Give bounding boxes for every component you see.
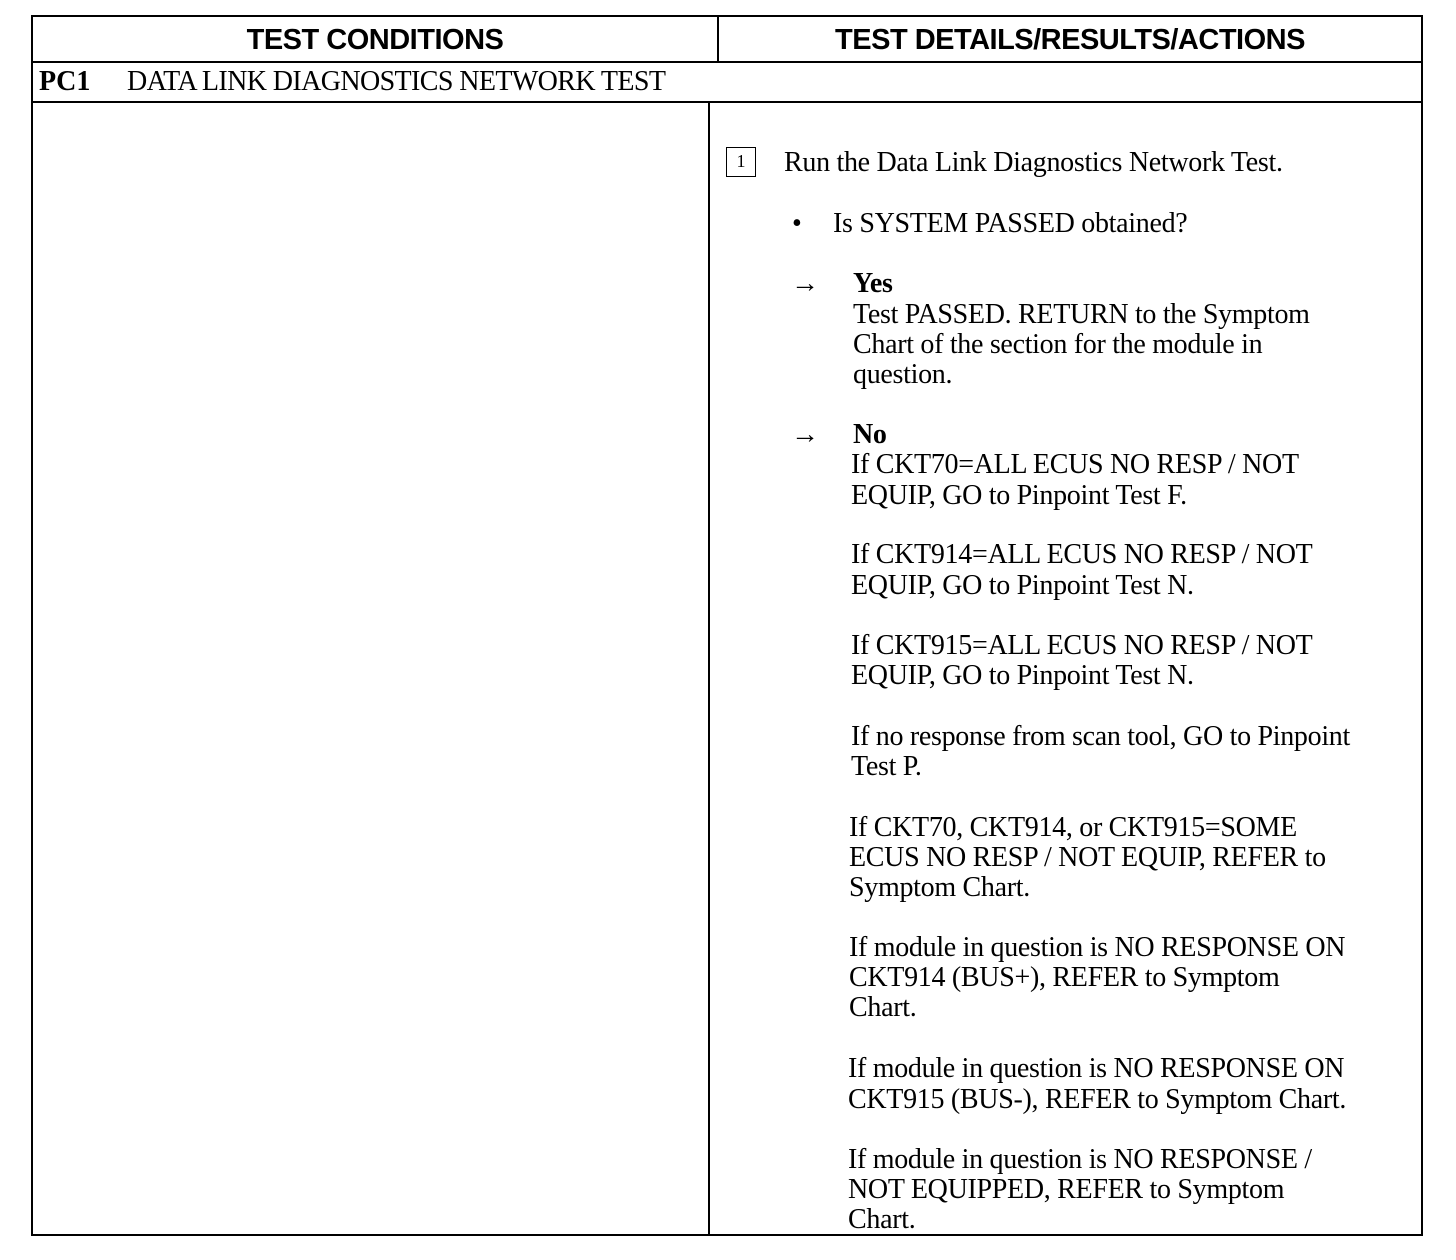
no-action-line: EQUIP, GO to Pinpoint Test N. [851, 660, 1194, 691]
no-action-line: EQUIP, GO to Pinpoint Test N. [851, 570, 1194, 601]
yes-label: Yes [853, 268, 893, 299]
no-action-line: CKT915 (BUS-), REFER to Symptom Chart. [848, 1084, 1347, 1115]
header-test-conditions: TEST CONDITIONS [246, 24, 504, 56]
column-divider [708, 103, 710, 1234]
no-action-line: If CKT914=ALL ECUS NO RESP / NOT [851, 539, 1313, 570]
no-action-line: Chart. [849, 992, 917, 1023]
no-action-line: EQUIP, GO to Pinpoint Test F. [851, 480, 1187, 511]
no-action-line: If CKT70, CKT914, or CKT915=SOME [849, 812, 1297, 843]
no-action-line: Test P. [851, 751, 922, 782]
no-action-line: If no response from scan tool, GO to Pinpoint [851, 721, 1350, 752]
no-label: No [853, 419, 887, 450]
step-instruction: Run the Data Link Diagnostics Network Test. [784, 147, 1283, 178]
yes-text-line: question. [853, 359, 953, 390]
table-header-row [33, 17, 1421, 63]
bullet-icon: • [792, 208, 802, 239]
step-number-box: 1 [726, 147, 756, 177]
no-action-line: If CKT70=ALL ECUS NO RESP / NOT [851, 449, 1299, 480]
yes-text-line: Test PASSED. RETURN to the Symptom [853, 299, 1310, 330]
no-action-line: NOT EQUIPPED, REFER to Symptom [848, 1174, 1285, 1205]
diagnostic-table [31, 15, 1423, 1236]
no-arrow-icon: → [791, 419, 819, 450]
no-action-line: If CKT915=ALL ECUS NO RESP / NOT [851, 630, 1313, 661]
step-question: Is SYSTEM PASSED obtained? [833, 208, 1188, 239]
no-action-line: If module in question is NO RESPONSE ON [848, 1053, 1345, 1084]
no-action-line: Symptom Chart. [849, 872, 1030, 903]
test-title: DATA LINK DIAGNOSTICS NETWORK TEST [127, 66, 666, 97]
no-action-line: If module in question is NO RESPONSE ON [849, 932, 1346, 963]
yes-text-line: Chart of the section for the module in [853, 329, 1263, 360]
header-test-details: TEST DETAILS/RESULTS/ACTIONS [835, 24, 1305, 56]
no-action-line: Chart. [848, 1204, 916, 1235]
no-action-line: CKT914 (BUS+), REFER to Symptom [849, 962, 1280, 993]
yes-arrow-icon: → [791, 268, 819, 299]
no-action-line: ECUS NO RESP / NOT EQUIP, REFER to [849, 842, 1326, 873]
no-action-line: If module in question is NO RESPONSE / [848, 1144, 1312, 1175]
test-id: PC1 [39, 66, 91, 97]
test-title-row [33, 61, 1421, 103]
